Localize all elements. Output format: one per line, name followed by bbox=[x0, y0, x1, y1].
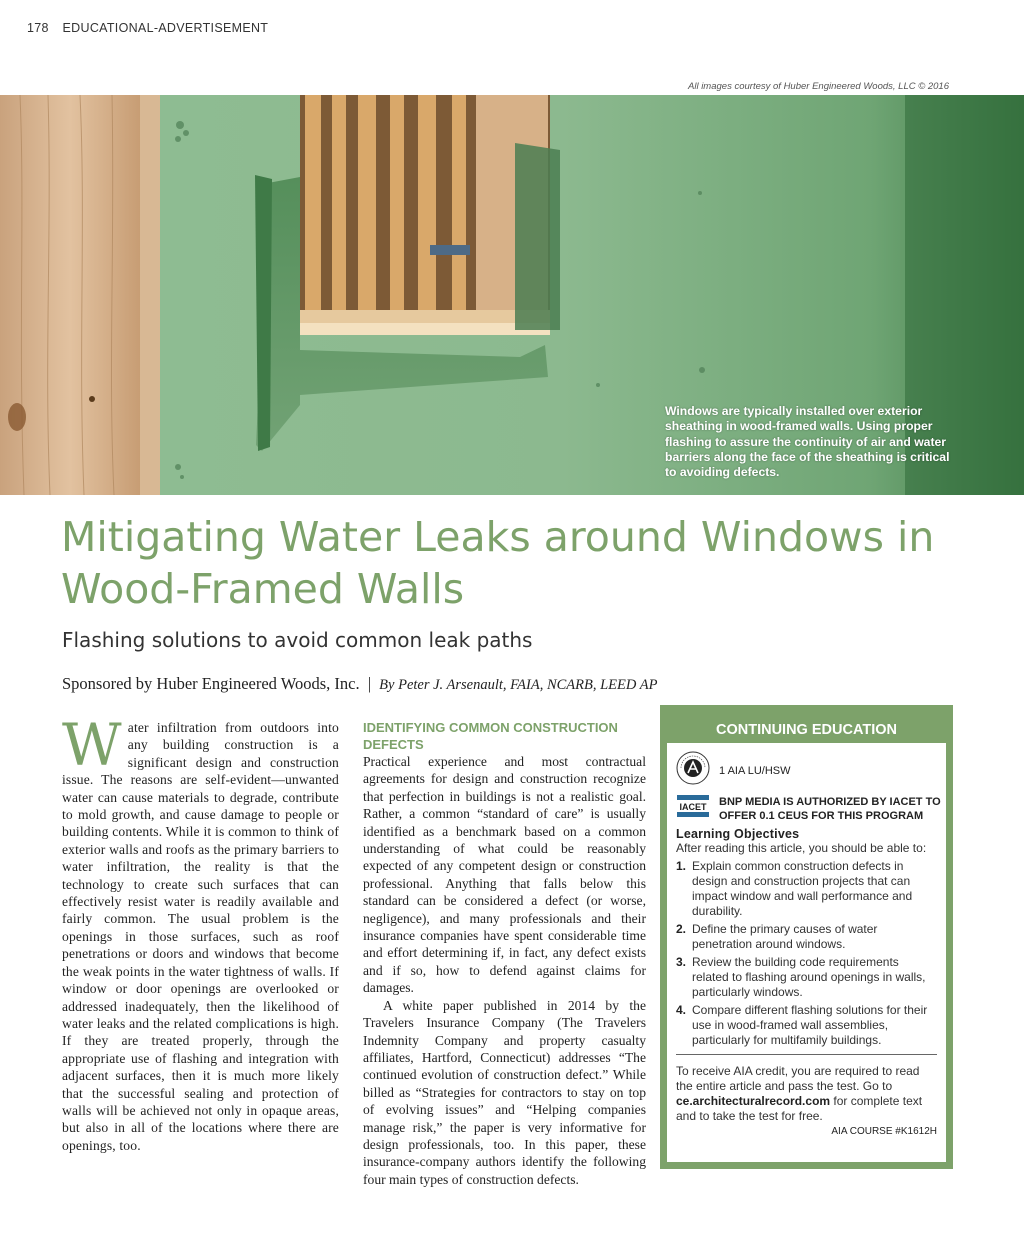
credit-text-end: for complete text and to take the test for free. bbox=[676, 1094, 923, 1123]
photo-caption: Windows are typically installed over exterior sheathing in wood-framed walls. Using proper flashing to assure the continuity of air and water barriers along the face of the sheathing is critical to avoiding defects. bbox=[665, 404, 950, 480]
ce-website-link[interactable]: ce.architecturalrecord.com bbox=[676, 1094, 831, 1108]
objective-number: 2. bbox=[676, 922, 687, 936]
article-column-1 bbox=[62, 711, 339, 1154]
page-number: 178 bbox=[27, 21, 49, 35]
aia-ce-seal-icon bbox=[676, 751, 710, 785]
course-number: AIA COURSE #K1612H bbox=[831, 1126, 937, 1137]
objective-number: 4. bbox=[676, 1003, 687, 1017]
objective-text: Compare different flashing solutions for their use in wood-framed wall assemblies, particularly for multifamily buildings. bbox=[692, 1003, 928, 1047]
author-line: By Peter J. Arsenault, FAIA, NCARB, LEED AP bbox=[379, 677, 658, 693]
body-paragraph-1: Practical experience and most contractual agreements for design and construction recognize that perfection in buildings is not a realistic goal. Rather, a common “standard of care” is usually identified as a benchmark based on a common understanding of what could be reasonably expected of any competent design or construction professional. Anything that falls below this standard can be considered a defect (or worse, negligence), and many professionals and their insurance companies have spent considerable time and effort determining if, in fact, any defect exists and if so, how to defend against claims for damages. bbox=[363, 754, 646, 996]
article-title: Mitigating Water Leaks around Windows in Wood-Framed Walls bbox=[61, 513, 935, 613]
byline-separator: | bbox=[367, 674, 372, 693]
objective-item bbox=[676, 1003, 937, 1048]
article-column-2 bbox=[363, 719, 646, 1188]
objective-text: Review the building code requirements related to flashing around openings in walls, particularly windows. bbox=[692, 955, 926, 999]
section-heading: IDENTIFYING COMMON CONSTRUCTION DEFECTS bbox=[363, 720, 618, 752]
body-paragraph-2: A white paper published in 2014 by the Travelers Insurance Company (The Travelers Indemnity Company and property casualty affiliates, Hartford, Connecticut) addresses “The continued evolution of construction defect.” While billed as “Strategies for contractors to stay on top of evolving issues” and “Helping companies manage risk,” the paper is very informative for design professionals, too. In this paper, these insurance-company authors identify the following four main types of construction defects. bbox=[363, 997, 646, 1187]
byline bbox=[62, 674, 657, 694]
objective-number: 3. bbox=[676, 955, 687, 969]
iacet-logo-icon bbox=[677, 795, 709, 817]
article-subtitle: Flashing solutions to avoid common leak paths bbox=[62, 628, 533, 652]
intro-paragraph: ater infiltration from outdoors into any building construction is a significant design and construction issue. The reasons are self-evident—unwanted water can cause materials to degrade, contribute to mold growth, and cause damage to people or building contents. While it is common to think of exterior walls and roofs as the primary barriers to water infiltration, the reality is that the technology to create such surfaces that can effectively resist water is readily available and fairly common. The usual problem is the openings in those surfaces, such as roof penetrations or doors and windows that become the weak points in the water tightness of walls. If window or door openings are overlooked or addressed inadequately, then the likelihood of water leaks and the related complications is high. If they are treated properly, through the appropriate use of flashing and integration with adjacent surfaces, then it is much more likely that the successful sealing and protection of walls will be achieved not only in opaque areas, but also in all of the locations where there are openings, too. bbox=[62, 720, 339, 1153]
objective-item bbox=[676, 922, 937, 952]
running-header bbox=[27, 21, 268, 35]
continuing-education-box bbox=[660, 705, 953, 1169]
objective-text: Define the primary causes of water penetration around windows. bbox=[692, 922, 878, 951]
hero-photo bbox=[0, 95, 1024, 495]
image-credit: All images courtesy of Huber Engineered Woods, LLC © 2016 bbox=[688, 81, 949, 92]
objective-number: 1. bbox=[676, 859, 687, 873]
credit-instructions bbox=[676, 1064, 937, 1124]
objectives-intro: After reading this article, you should be able to: bbox=[676, 841, 927, 855]
sponsor-line: Sponsored by Huber Engineered Woods, Inc. bbox=[62, 674, 360, 693]
credit-text-start: To receive AIA credit, you are required to read the entire article and pass the test. Go to bbox=[676, 1064, 920, 1093]
objectives-list bbox=[676, 859, 937, 1048]
ce-content bbox=[667, 743, 946, 1162]
iacet-statement: BNP MEDIA IS AUTHORIZED BY IACET TO OFFER 0.1 CEUS FOR THIS PROGRAM bbox=[719, 796, 941, 822]
svg-text:IACET: IACET bbox=[679, 802, 707, 812]
aia-credit: 1 AIA LU/HSW bbox=[719, 765, 791, 777]
objective-text: Explain common construction defects in design and construction projects that can impact window and wall performance and durability. bbox=[692, 859, 913, 918]
ce-heading: CONTINUING EDUCATION bbox=[716, 722, 897, 738]
objectives-title: Learning Objectives bbox=[676, 827, 800, 841]
aia-credit-row bbox=[676, 751, 937, 785]
ce-divider bbox=[676, 1054, 937, 1055]
objective-item bbox=[676, 859, 937, 919]
iacet-row bbox=[676, 793, 941, 825]
drop-cap: W bbox=[62, 711, 122, 779]
section-label: EDUCATIONAL-ADVERTISEMENT bbox=[62, 21, 269, 35]
objective-item bbox=[676, 955, 937, 1000]
